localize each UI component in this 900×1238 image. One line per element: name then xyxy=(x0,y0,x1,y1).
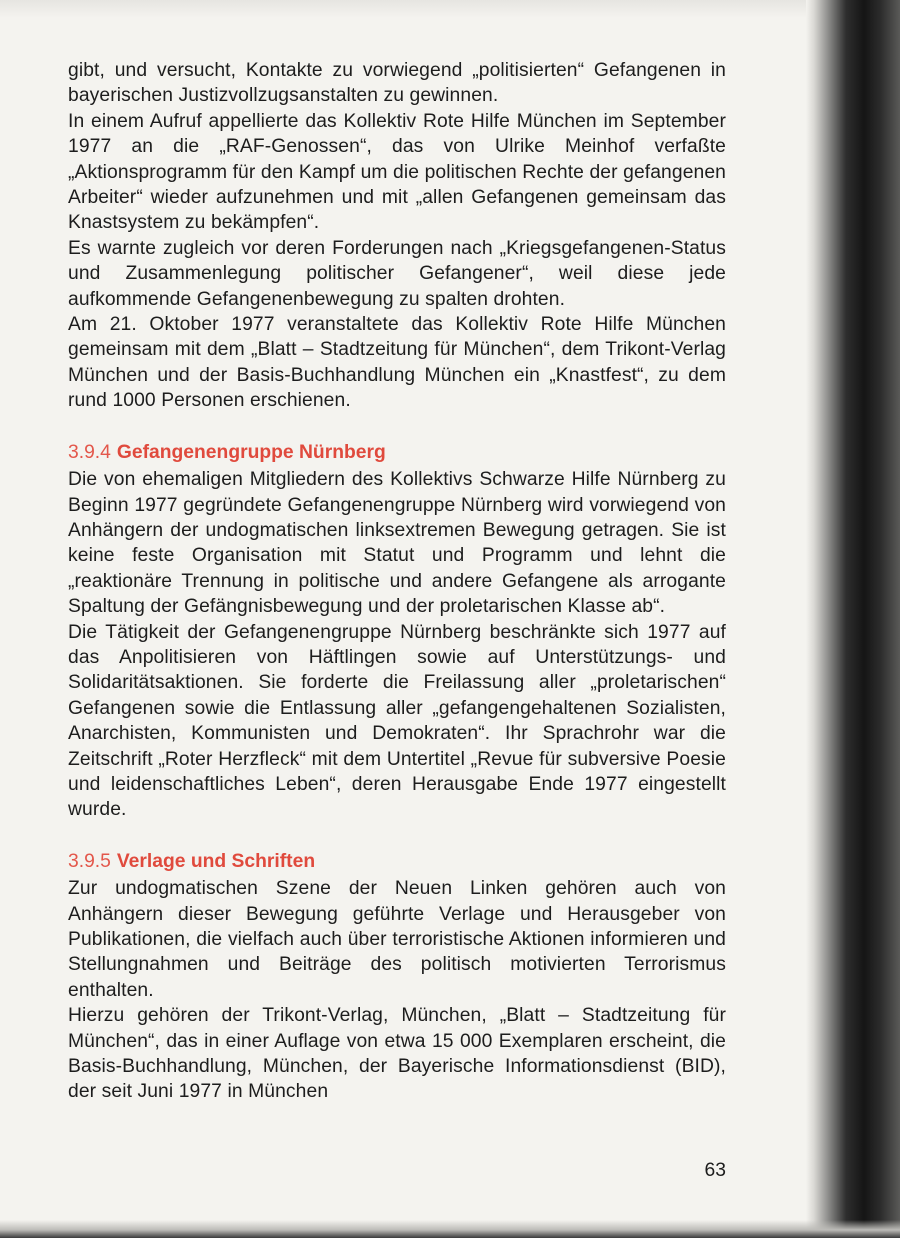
section-title: Gefangenengruppe Nürnberg xyxy=(116,441,386,463)
paragraph: Zur undogmatischen Szene der Neuen Linken gehören auch von Anhängern dieser Bewegung geführte Verlage und Herausgeber von Publikationen, die vielfach auch über terroristische Aktionen informieren und Stellungnahmen und Beiträge des politisch motivierten Terrorismus enthalten. xyxy=(68,878,726,1001)
page-top-shadow xyxy=(0,0,820,18)
paragraph: Am 21. Oktober 1977 veranstaltete das Kollektiv Rote Hilfe München gemeinsam mit dem „Blatt – Stadtzeitung für München“, dem Trikont-Verlag München und der Basis-Buchhandlung München ein „Knastfest“, zu dem rund 1000 Personen erschienen. xyxy=(68,314,726,412)
book-spine-shadow xyxy=(806,0,900,1238)
section-title: Verlage und Schriften xyxy=(116,850,316,872)
section-number: 3.9.5 xyxy=(68,850,111,872)
paragraph: In einem Aufruf appellierte das Kollektiv Rote Hilfe München im September 1977 an die „RAF-Genossen“, das von Ulrike Meinhof verfaßte „Aktionsprogramm für den Kampf um die politischen Rechte der gefangenen Arbeiter“ wieder aufzunehmen und mit „allen Gefangenen gemeinsam das Knastsystem zu bekämpfen“. xyxy=(68,110,726,234)
paragraph: Die Tätigkeit der Gefangenengruppe Nürnberg beschränkte sich 1977 auf das Anpolitisieren von Häftlingen sowie auf Unterstützungs- und Solidaritätsaktionen. Sie forderte die Freilassung aller „proletarischen“ Gefangenen sowie die Entlassung aller „gefangengehaltenen Sozialisten, Anarchisten, Kommunisten und Demokraten“. Ihr Sprachrohr war die Zeitschrift „Roter Herzfleck“ mit dem Untertitel „Revue für subversive Poesie und leidenschaftliches Leben“, deren Herausgabe Ende 1977 eingestellt wurde. xyxy=(68,621,726,821)
paragraph: gibt, und versucht, Kontakte zu vorwiegend „politisierten“ Gefangenen in bayerischen Justizvollzugsanstalten zu gewinnen. xyxy=(68,60,726,107)
page-number: 63 xyxy=(704,1160,726,1181)
page-body xyxy=(68,58,726,1105)
paragraph: Es warnte zugleich vor deren Forderungen nach „Kriegsgefangenen-Status und Zusammenlegung politischer Gefangener“, weil diese jede aufkommende Gefangenenbewegung zu spalten drohten. xyxy=(68,237,726,310)
section-heading-3-9-4 xyxy=(68,440,726,465)
paragraph: Hierzu gehören der Trikont-Verlag, München, „Blatt – Stadtzeitung für München“, das in einer Auflage von etwa 15 000 Exemplaren erscheint, die Basis-Buchhandlung, München, der Bayerische Informationsdienst (BID), der seit Juni 1977 in München xyxy=(68,1005,726,1103)
page-bottom-edge xyxy=(0,1220,900,1238)
paragraph: Die von ehemaligen Mitgliedern des Kollektivs Schwarze Hilfe Nürnberg zu Beginn 1977 gegründete Gefangenengruppe Nürnberg wird vorwiegend von Anhängern der undogmatischen linksextremen Bewegung getragen. Sie ist keine feste Organisation mit Statut und Programm und lehnt die „reaktionäre Trennung in politische und andere Gefangene als arrogante Spaltung der Gefängnisbewegung und der proletarischen Klasse ab“. xyxy=(68,469,726,618)
section-heading-3-9-5 xyxy=(68,849,726,874)
section-number: 3.9.4 xyxy=(68,441,111,463)
